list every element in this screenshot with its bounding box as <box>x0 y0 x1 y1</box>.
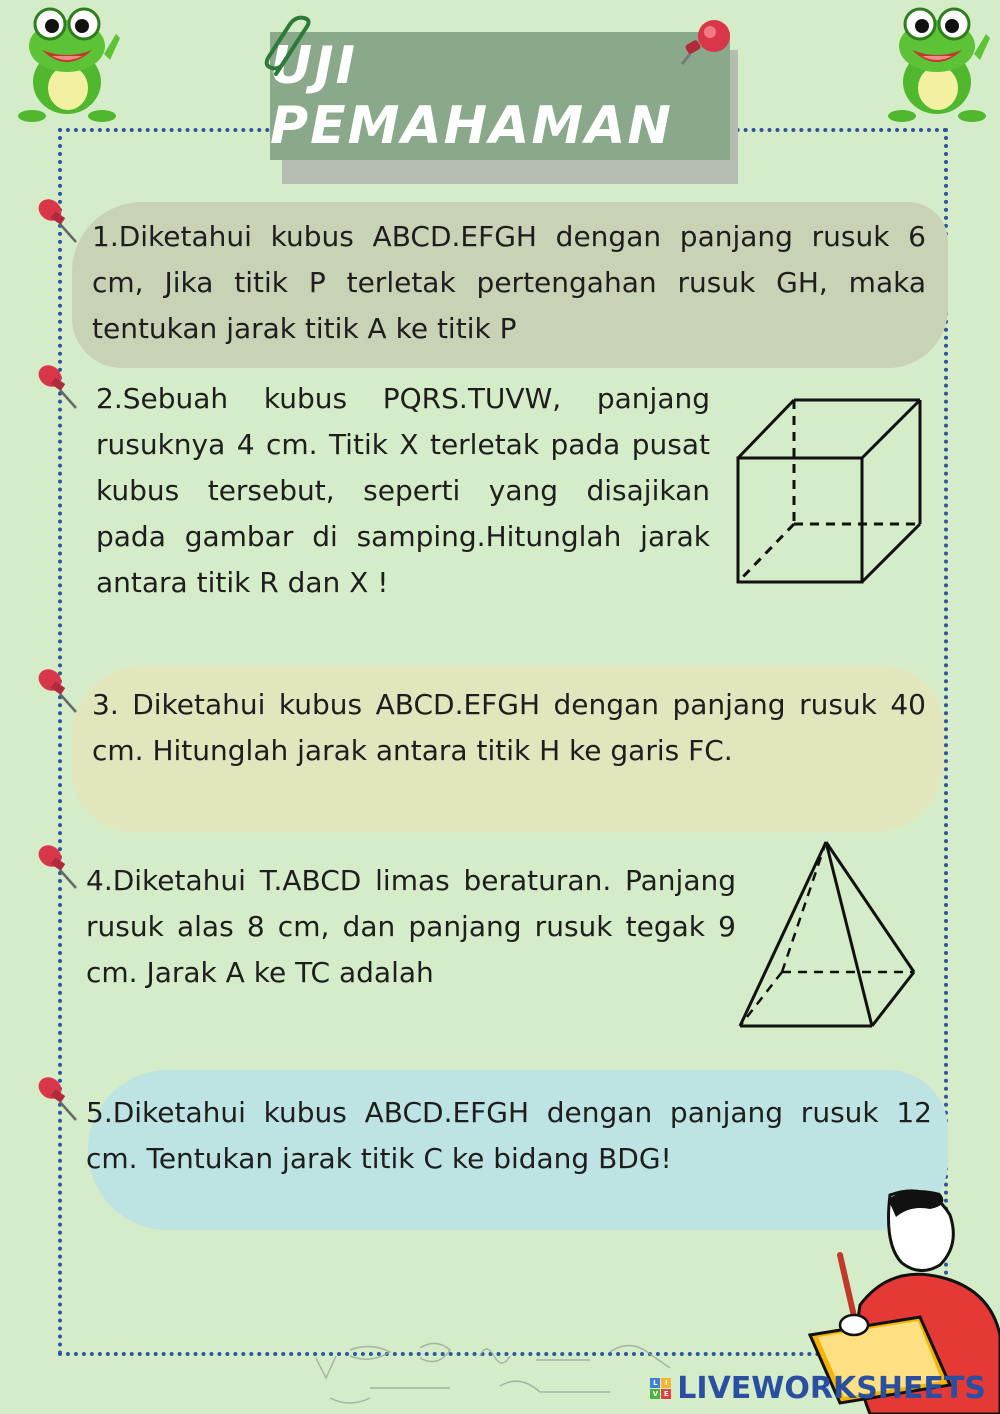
title-banner <box>270 32 730 160</box>
liveworksheets-logo-icon: L I V E <box>650 1378 671 1399</box>
frog-icon <box>882 4 992 124</box>
watermark-text: LIVEWORKSHEETS <box>677 1370 986 1406</box>
push-pin-icon <box>34 840 80 896</box>
pyramid-figure <box>732 834 922 1034</box>
question-5: 5.Diketahui kubus ABCD.EFGH dengan panjang rusuk 12 cm. Tentukan jarak titik C ke bidang BDG! <box>86 1096 932 1175</box>
push-pin-icon <box>34 194 80 250</box>
frog-icon <box>12 4 122 124</box>
question-3: 3. Diketahui kubus ABCD.EFGH dengan panjang rusuk 40 cm. Hitunglah jarak antara titik H ke garis FC. <box>92 688 926 767</box>
push-pin-icon <box>34 1072 80 1128</box>
push-pin-icon <box>680 14 740 74</box>
question-4: 4.Diketahui T.ABCD limas beraturan. Panjang rusuk alas 8 cm, dan panjang rusuk tegak 9 cm. Jarak A ke TC adalah <box>86 864 736 989</box>
liveworksheets-watermark <box>650 1368 986 1408</box>
question-2: 2.Sebuah kubus PQRS.TUVW, panjang rusuknya 4 cm. Titik X terletak pada pusat kubus tersebut, seperti yang disajikan pada gambar di samping.Hitunglah jarak antara titik R dan X ! <box>96 382 710 599</box>
cube-figure <box>730 390 930 590</box>
page-title: UJI PEMAHAMAN <box>270 36 673 156</box>
push-pin-icon <box>34 664 80 720</box>
paperclip-icon <box>262 14 322 84</box>
question-1: 1.Diketahui kubus ABCD.EFGH dengan panjang rusuk 6 cm, Jika titik P terletak pertengahan rusuk GH, maka tentukan jarak titik A ke titik P <box>92 220 926 345</box>
push-pin-icon <box>34 360 80 416</box>
